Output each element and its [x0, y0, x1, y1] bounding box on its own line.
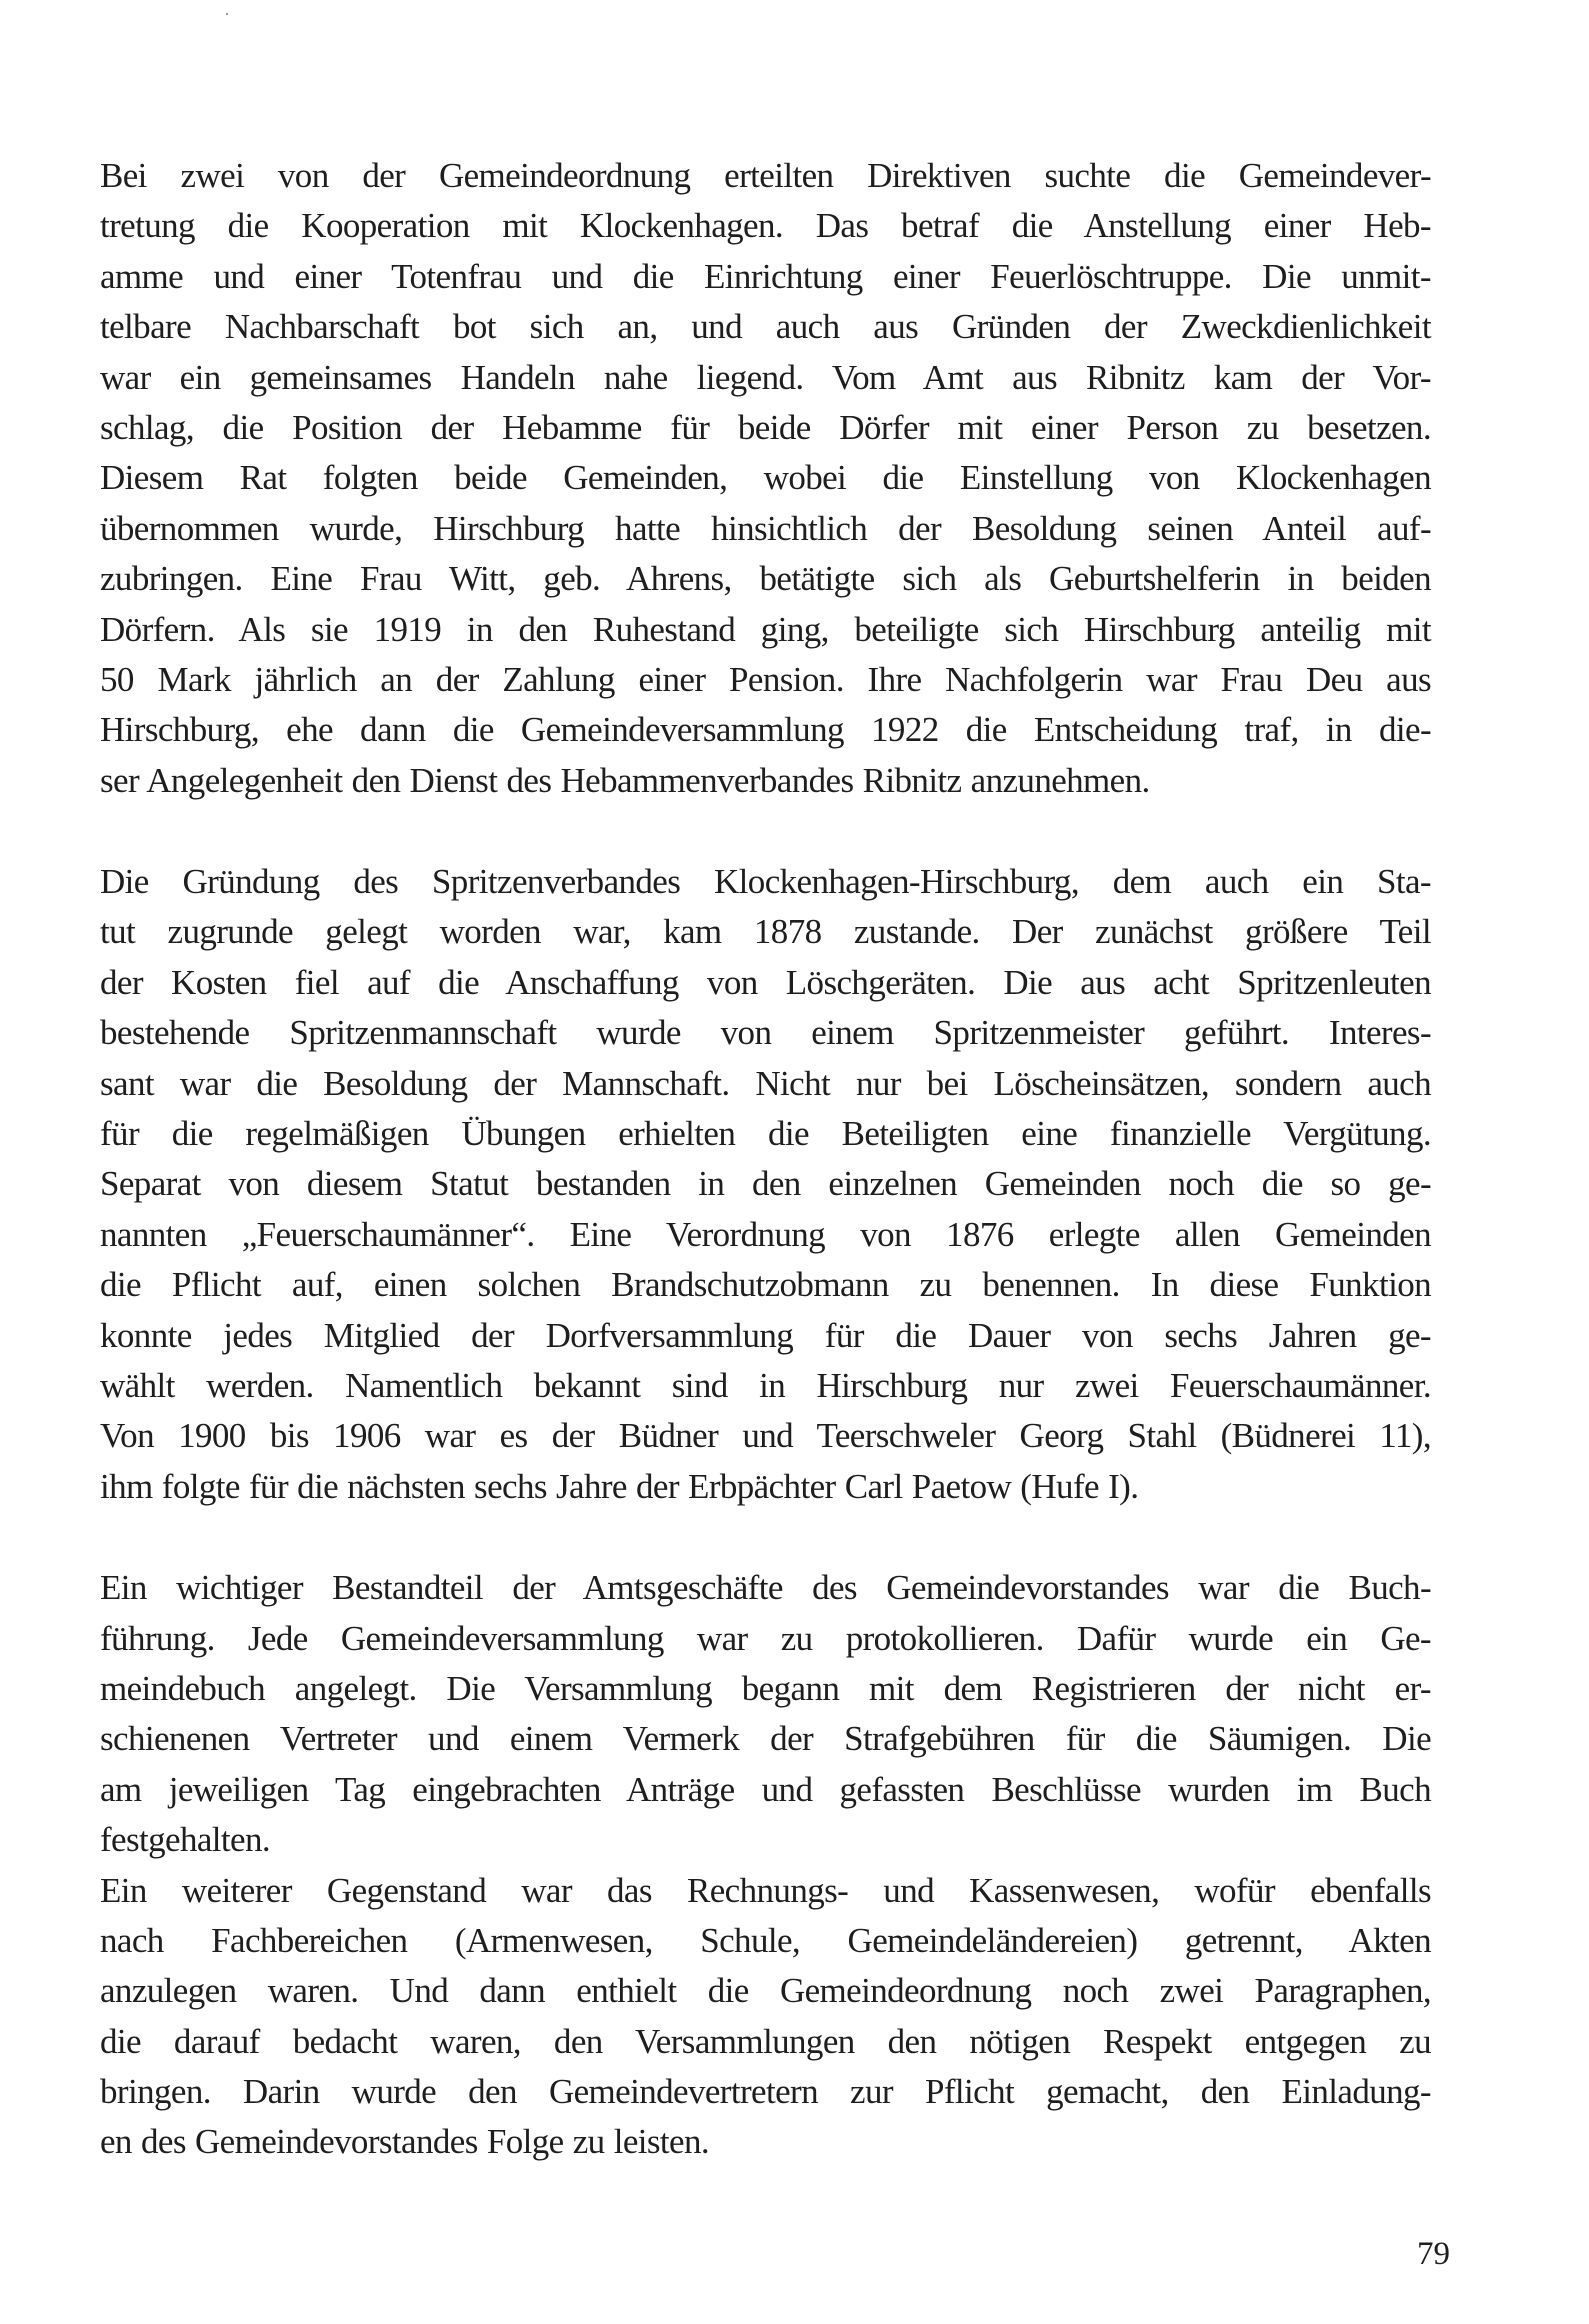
text-line: festgehalten.: [100, 1820, 271, 1860]
text-line: 50 Mark jährlich an der Zahlung einer Pension. Ihre Nachfolgerin war Frau Deu aus: [100, 659, 1431, 699]
text-line: für die regelmäßigen Übungen erhielten die Beteiligten eine finanzielle Vergütung.: [100, 1114, 1431, 1154]
text-line: nach Fachbereichen (Armenwesen, Schule, Gemeindeländereien) getrennt, Akten: [100, 1920, 1431, 1960]
text-line: amme und einer Totenfrau und die Einrichtung einer Feuerlöschtruppe. Die unmit-: [100, 256, 1431, 296]
text-line: wählt werden. Namentlich bekannt sind in Hirschburg nur zwei Feuerschaumänner.: [100, 1365, 1431, 1405]
text-line: ser Angelegenheit den Dienst des Hebammenverbandes Ribnitz anzunehmen.: [100, 760, 1150, 800]
body-text: [100, 151, 1431, 2168]
text-line: nannten „Feuerschaumänner“. Eine Verordnung von 1876 erlegte allen Gemeinden: [100, 1214, 1431, 1254]
text-line: Hirschburg, ehe dann die Gemeindeversammlung 1922 die Entscheidung traf, in die-: [100, 710, 1431, 750]
text-line: Von 1900 bis 1906 war es der Büdner und Teerschweler Georg Stahl (Büdnerei 11),: [100, 1416, 1431, 1456]
text-line: der Kosten fiel auf die Anschaffung von Löschgeräten. Die aus acht Spritzenleuten: [100, 962, 1431, 1002]
text-line: Dörfern. Als sie 1919 in den Ruhestand ging, beteiligte sich Hirschburg anteilig mit: [100, 609, 1431, 649]
text-line: zubringen. Eine Frau Witt, geb. Ahrens, betätigte sich als Geburtshelferin in beiden: [100, 559, 1431, 599]
paragraph-midwife-cooperation: [100, 151, 1431, 806]
text-line: schienenen Vertreter und einem Vermerk der Strafgebühren für die Säumigen. Die: [100, 1719, 1431, 1759]
paragraph-fire-brigade: [100, 857, 1431, 1512]
text-line: die Pflicht auf, einen solchen Brandschutzobmann zu benennen. In diese Funktion: [100, 1265, 1431, 1305]
text-line: die darauf bedacht waren, den Versammlungen den nötigen Respekt entgegen zu: [100, 2021, 1431, 2061]
text-line: bestehende Spritzenmannschaft wurde von einem Spritzenmeister geführt. Interes-: [100, 1013, 1431, 1053]
text-line: am jeweiligen Tag eingebrachten Anträge und gefassten Beschlüsse wurden im Buch: [100, 1769, 1431, 1809]
text-line: anzulegen waren. Und dann enthielt die Gemeindeordnung noch zwei Paragraphen,: [100, 1971, 1431, 2011]
text-line: war ein gemeinsames Handeln nahe liegend. Vom Amt aus Ribnitz kam der Vor-: [100, 357, 1431, 397]
text-line: Ein weiterer Gegenstand war das Rechnungs- und Kassenwesen, wofür ebenfalls: [100, 1870, 1431, 1910]
scan-artifact: [226, 13, 228, 15]
text-line: Ein wichtiger Bestandteil der Amtsgeschäfte des Gemeindevorstandes war die Buch-: [100, 1568, 1431, 1608]
text-line: tut zugrunde gelegt worden war, kam 1878 zustande. Der zunächst größere Teil: [100, 912, 1431, 952]
text-line: konnte jedes Mitglied der Dorfversammlung für die Dauer von sechs Jahren ge-: [100, 1315, 1431, 1355]
text-line: schlag, die Position der Hebamme für beide Dörfer mit einer Person zu besetzen.: [100, 407, 1431, 447]
paragraph-bookkeeping: [100, 1563, 1431, 1865]
text-line: führung. Jede Gemeindeversammlung war zu protokollieren. Dafür wurde ein Ge-: [100, 1618, 1431, 1658]
text-line: übernommen wurde, Hirschburg hatte hinsichtlich der Besoldung seinen Anteil auf-: [100, 508, 1431, 548]
text-line: sant war die Besoldung der Mannschaft. Nicht nur bei Löscheinsätzen, sondern auch: [100, 1063, 1431, 1103]
text-line: en des Gemeindevorstandes Folge zu leisten.: [100, 2122, 710, 2162]
paragraph-accounting: [100, 1866, 1431, 2168]
text-line: Die Gründung des Spritzenverbandes Klockenhagen-Hirschburg, dem auch ein Sta-: [100, 862, 1431, 902]
text-line: ihm folgte für die nächsten sechs Jahre der Erbpächter Carl Paetow (Hufe I).: [100, 1466, 1139, 1506]
text-line: tretung die Kooperation mit Klockenhagen. Das betraf die Anstellung einer Heb-: [100, 206, 1431, 246]
text-line: Separat von diesem Statut bestanden in den einzelnen Gemeinden noch die so ge-: [100, 1164, 1431, 1204]
page-number: 79: [1417, 2236, 1450, 2272]
text-line: meindebuch angelegt. Die Versammlung begann mit dem Registrieren der nicht er-: [100, 1668, 1431, 1708]
text-line: Diesem Rat folgten beide Gemeinden, wobei die Einstellung von Klockenhagen: [100, 458, 1431, 498]
text-line: Bei zwei von der Gemeindeordnung erteilten Direktiven suchte die Gemeindever-: [100, 156, 1431, 195]
text-line: telbare Nachbarschaft bot sich an, und auch aus Gründen der Zweckdienlichkeit: [100, 307, 1431, 347]
text-line: bringen. Darin wurde den Gemeindevertretern zur Pflicht gemacht, den Einladung-: [100, 2072, 1431, 2112]
